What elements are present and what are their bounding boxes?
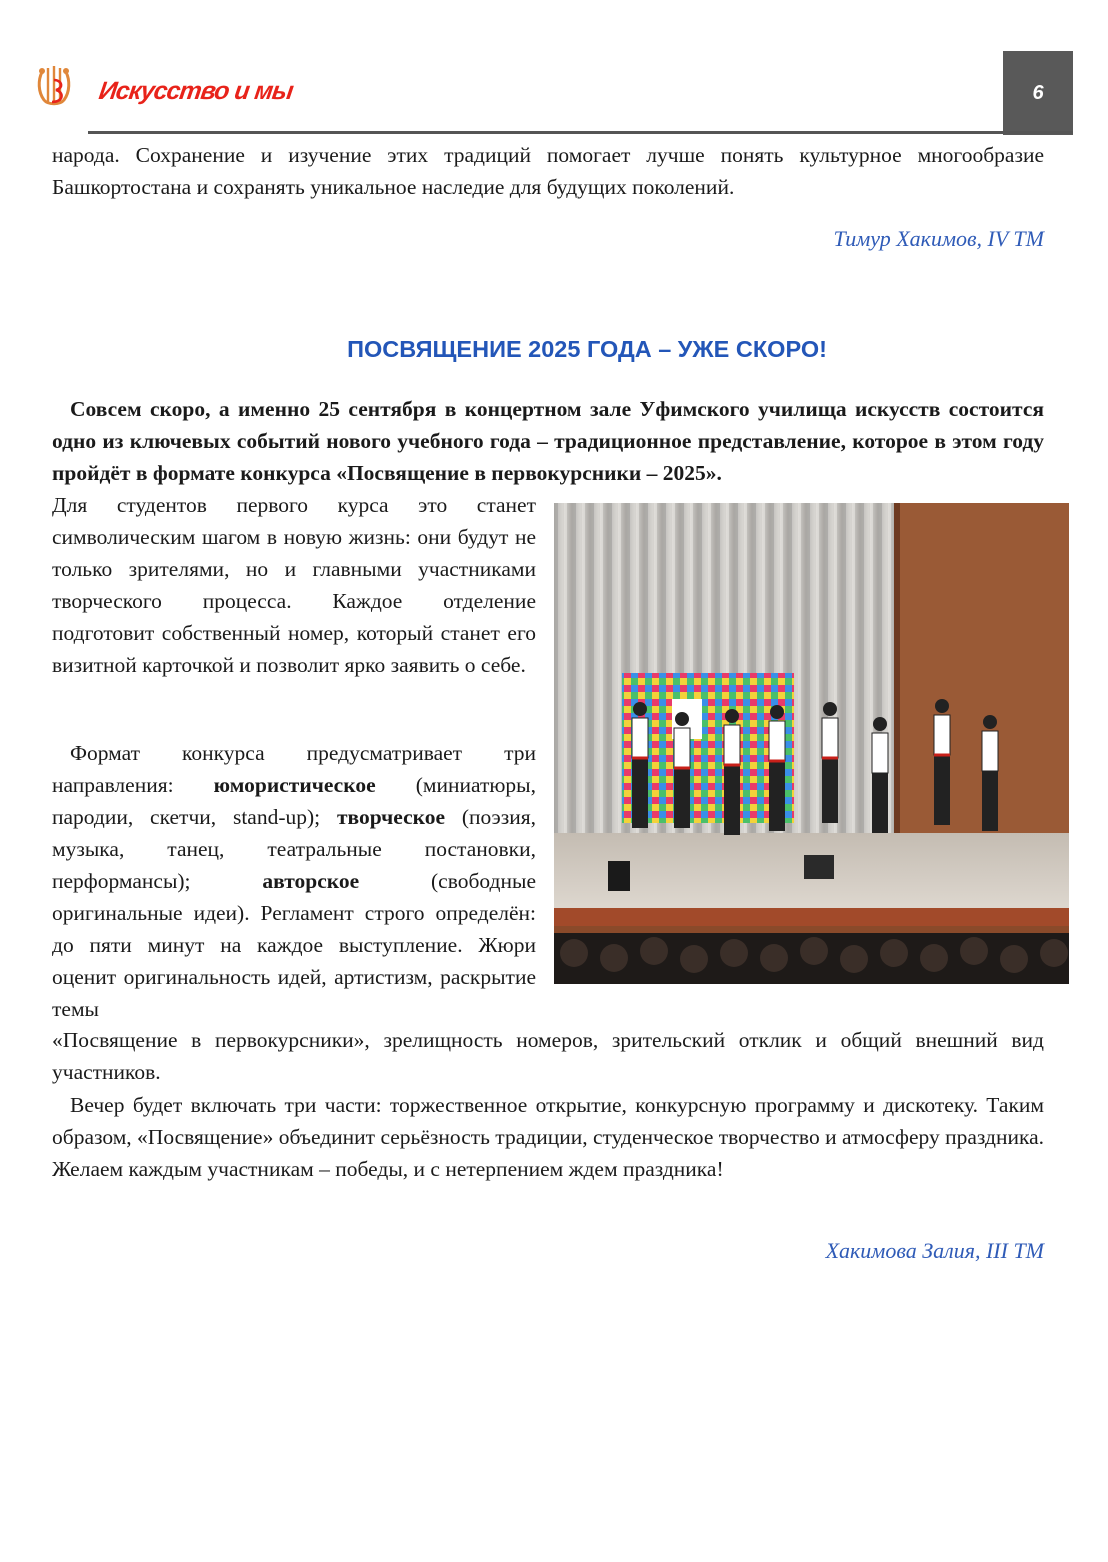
article-paragraph-2-tail: «Посвящение в первокурсники», зрелищность номеров, зрительский отклик и общий внешний вид участников. bbox=[52, 1028, 1044, 1084]
stage-photo bbox=[554, 503, 1069, 984]
article-author: Хакимова Залия, III ТМ bbox=[825, 1238, 1044, 1263]
article-lead: Совсем скоро, а именно 25 сентября в концертном зале Уфимского училища искусств состоится одно из ключевых событий нового учебного года – традиционное представление, которое в этом году пройдёт в формате конкурса «Посвящение в первокурсники – 2025». bbox=[52, 397, 1044, 485]
format-humor: юмористическое bbox=[213, 773, 376, 797]
format-humor-desc: (миниатюры, пародии, скетчи, stand-up); bbox=[52, 773, 536, 829]
stage-photo-illustration bbox=[554, 503, 1069, 984]
article-title: ПОСВЯЩЕНИЕ 2025 ГОДА – УЖЕ СКОРО! bbox=[347, 336, 827, 362]
format-creative: творческое bbox=[336, 805, 446, 829]
article-paragraph-2 bbox=[52, 737, 536, 1025]
page-header bbox=[0, 0, 1108, 140]
previous-article-author: Тимур Хакимов, IV ТМ bbox=[833, 226, 1044, 251]
format-author: авторское bbox=[262, 869, 360, 893]
paragraph-2-intro: Формат конкурса предусматривает три направления: bbox=[52, 741, 536, 797]
format-creative-desc: (поэзия, музыка, танец, театральные постановки, перформансы); bbox=[52, 805, 536, 893]
format-author-desc: (свободные оригинальные идеи). Регламент строго определён: до пяти минут на каждое выступление. Жюри оценит оригинальность идей, артистизм, раскрытие темы bbox=[52, 869, 536, 1021]
article-paragraph-3: Вечер будет включать три части: торжественное открытие, конкурсную программу и дискотеку. Таким образом, «Посвящение» объединит серьёзность традиции, студенческое творчество и атмосферу праздника. Желаем каждым участникам – победы, и с нетерпением ждем праздника! bbox=[52, 1093, 1044, 1181]
lyre-logo-icon bbox=[34, 62, 74, 108]
previous-article-continuation: народа. Сохранение и изучение этих традиций помогает лучше понять культурное многообразие Башкортостана и сохранять уникальное наследие для будущих поколений. bbox=[52, 143, 1044, 199]
article-paragraph-1: Для студентов первого курса это станет символическим шагом в новую жизнь: они будут не только зрителями, но и главными участниками творческого процесса. Каждое отделение подготовит собственный номер, который станет его визитной карточкой и позволит ярко заявить о себе. bbox=[52, 493, 536, 677]
page-number: 6 bbox=[1003, 51, 1073, 135]
header-divider bbox=[88, 131, 1073, 134]
magazine-title: Искусство и мы bbox=[97, 77, 295, 105]
